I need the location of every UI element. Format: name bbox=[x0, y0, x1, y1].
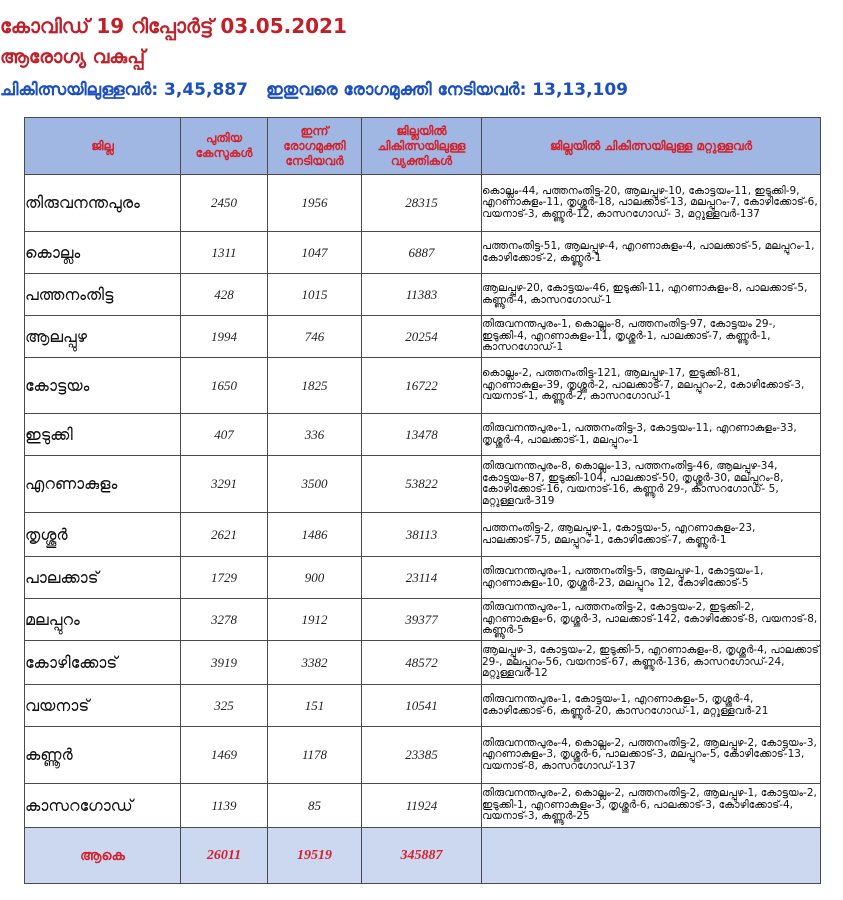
district-name: കോട്ടയം bbox=[25, 358, 181, 414]
table-row bbox=[25, 232, 821, 274]
new-cases-cell: 1311 bbox=[181, 232, 268, 274]
table-row bbox=[25, 557, 821, 599]
table-row bbox=[25, 685, 821, 727]
table-row bbox=[25, 641, 821, 685]
under-treatment-count: ചികിത്സയിലുള്ളവർ: 3,45,887 bbox=[0, 80, 248, 100]
others-cell: ആലപ്പുഴ-20, കോട്ടയം-46, ഇടുക്കി-11, എറണാകുളം-8, പാലക്കാട്-5, കണ്ണൂർ-4, കാസറഗോഡ്-1 bbox=[482, 274, 821, 316]
header-new-cases: പുതിയ കേസുകൾ bbox=[181, 118, 268, 175]
active-cell: 53822 bbox=[362, 456, 482, 513]
new-cases-cell: 1650 bbox=[181, 358, 268, 414]
active-cell: 23385 bbox=[362, 727, 482, 784]
active-cell: 48572 bbox=[362, 641, 482, 685]
active-cell: 28315 bbox=[362, 175, 482, 232]
total-label: ആകെ bbox=[25, 828, 181, 884]
recovered-cell: 1956 bbox=[268, 175, 362, 232]
new-cases-cell: 3919 bbox=[181, 641, 268, 685]
header-active: ജില്ലയിൽ ചികിത്സയിലുള്ള വ്യക്തികൾ bbox=[362, 118, 482, 175]
active-cell: 11383 bbox=[362, 274, 482, 316]
new-cases-cell: 407 bbox=[181, 414, 268, 456]
recovered-total-count: ഇതുവരെ രോഗമുക്തി നേടിയവർ: 13,13,109 bbox=[265, 80, 629, 100]
recovered-cell: 1912 bbox=[268, 599, 362, 641]
active-cell: 10541 bbox=[362, 685, 482, 727]
recovered-cell: 1047 bbox=[268, 232, 362, 274]
active-cell: 6887 bbox=[362, 232, 482, 274]
active-cell: 39377 bbox=[362, 599, 482, 641]
others-cell: തിരുവനന്തപുരം-1, പത്തനംതിട്ട-3, കോട്ടയം-11, എറണാകുളം-33, തൃശ്ശൂർ-4, പാലക്കാട്-1, മലപ്പുറം-1 bbox=[482, 414, 821, 456]
others-cell: തിരുവനന്തപുരം-8, കൊല്ലം-13, പത്തനംതിട്ട-46, ആലപ്പുഴ-34, കോട്ടയം-87, ഇടുക്കി-104, പാലക്കാട്-50, തൃശ്ശൂർ-30, മലപ്പുറം-8, കോഴിക്കോട്-16, വയനാട്-16, കണ്ണൂർ 29-, കാസറഗോഡ്- 5, മറ്റുള്ളവർ-319 bbox=[482, 456, 821, 513]
recovered-cell: 336 bbox=[268, 414, 362, 456]
header-recovered-today: ഇന്ന് രോഗമുക്തി നേടിയവർ bbox=[268, 118, 362, 175]
active-cell: 23114 bbox=[362, 557, 482, 599]
recovered-cell: 746 bbox=[268, 316, 362, 358]
table-row bbox=[25, 175, 821, 232]
district-name: തിരുവനന്തപുരം bbox=[25, 175, 181, 232]
active-cell: 11924 bbox=[362, 784, 482, 828]
header-others: ജില്ലയിൽ ചികിത്സയിലുള്ള മറ്റുള്ളവർ bbox=[482, 118, 821, 175]
district-name: എറണാകുളം bbox=[25, 456, 181, 513]
new-cases-cell: 3291 bbox=[181, 456, 268, 513]
new-cases-cell: 428 bbox=[181, 274, 268, 316]
district-name: കൊല്ലം bbox=[25, 232, 181, 274]
district-table bbox=[24, 117, 821, 884]
others-cell: തിരുവനന്തപുരം-1, കോട്ടയം-1, എറണാകുളം-5, തൃശ്ശൂർ-4, കോഴിക്കോട്-6, കണ്ണൂർ-20, കാസറഗോഡ്-1, മറ്റുള്ളവർ-21 bbox=[482, 685, 821, 727]
district-name: വയനാട് bbox=[25, 685, 181, 727]
others-cell: തിരുവനന്തപുരം-2, കൊല്ലം-2, പത്തനംതിട്ട-2, ആലപ്പുഴ-1, കോട്ടയം-2, ഇടുക്കി-1, എറണാകുളം-3, തൃശ്ശൂർ-6, പാലക്കാട്-3, കോഴിക്കോട്-4, വയനാട്-3, കണ്ണൂർ-25 bbox=[482, 784, 821, 828]
total-row bbox=[25, 828, 821, 884]
district-name: തൃശ്ശൂർ bbox=[25, 513, 181, 557]
recovered-cell: 3500 bbox=[268, 456, 362, 513]
new-cases-cell: 2621 bbox=[181, 513, 268, 557]
new-cases-cell: 2450 bbox=[181, 175, 268, 232]
district-name: പത്തനംതിട്ട bbox=[25, 274, 181, 316]
recovered-cell: 900 bbox=[268, 557, 362, 599]
table-row bbox=[25, 414, 821, 456]
table-row bbox=[25, 513, 821, 557]
table-row bbox=[25, 727, 821, 784]
summary-line bbox=[0, 80, 843, 100]
others-cell: പത്തനംതിട്ട-2, ആലപ്പുഴ-1, കോട്ടയം-5, എറണാകുളം-23, പാലക്കാട്-75, മലപ്പുറം-1, കോഴിക്കോട്-7, കണ്ണൂർ-1 bbox=[482, 513, 821, 557]
district-name: കോഴിക്കോട് bbox=[25, 641, 181, 685]
table-row bbox=[25, 599, 821, 641]
others-cell: തിരുവനന്തപുരം-1, പത്തനംതിട്ട-5, ആലപ്പുഴ-1, കോട്ടയം-1, എറണാകുളം-10, തൃശ്ശൂർ-23, മലപ്പുറം 12, കോഴിക്കോട്-5 bbox=[482, 557, 821, 599]
district-name: ആലപ്പുഴ bbox=[25, 316, 181, 358]
total-active: 345887 bbox=[362, 828, 482, 884]
table-row bbox=[25, 274, 821, 316]
new-cases-cell: 1729 bbox=[181, 557, 268, 599]
total-others-empty bbox=[482, 828, 821, 884]
others-cell: കൊല്ലം-44, പത്തനംതിട്ട-20, ആലപ്പുഴ-10, കോട്ടയം-11, ഇടുക്കി-9, എറണാകുളം-11, തൃശ്ശൂർ-18, പാലക്കാട്-13, മലപ്പുറം-7, കോഴിക്കോട്-6, വയനാട്-3, കണ്ണൂർ-12, കാസറഗോഡ്- 3, മറ്റുള്ളവർ-137 bbox=[482, 175, 821, 232]
new-cases-cell: 1469 bbox=[181, 727, 268, 784]
others-cell: പത്തനംതിട്ട-51, ആലപ്പുഴ-4, എറണാകുളം-4, പാലക്കാട്-5, മലപ്പുറം-1, കോഴിക്കോട്-2, കണ്ണൂർ-1 bbox=[482, 232, 821, 274]
recovered-cell: 1825 bbox=[268, 358, 362, 414]
report-title: കോവിഡ് 19 റിപ്പോർട്ട് 03.05.2021 bbox=[0, 14, 347, 38]
table-row bbox=[25, 316, 821, 358]
table-row bbox=[25, 358, 821, 414]
recovered-cell: 151 bbox=[268, 685, 362, 727]
others-cell: തിരുവനന്തപുരം-4, കൊല്ലം-2, പത്തനംതിട്ട-2, ആലപ്പുഴ-2, കോട്ടയം-3, എറണാകുളം-3, തൃശ്ശൂർ-6, പാലക്കാട്-3, മലപ്പുറം-5, കോഴിക്കോട്-13, വയനാട്-8, കാസറഗോഡ്-137 bbox=[482, 727, 821, 784]
department-title: ആരോഗ്യ വകുപ്പ് bbox=[0, 46, 146, 68]
others-cell: തിരുവനന്തപുരം-1, കൊല്ലം-8, പത്തനംതിട്ട-97, കോട്ടയം 29-, ഇടുക്കി-4, എറണാകുളം-11, തൃശ്ശൂർ-1, പാലക്കാട്-7, കണ്ണൂർ-1, കാസറഗോഡ്-1 bbox=[482, 316, 821, 358]
new-cases-cell: 325 bbox=[181, 685, 268, 727]
header-district: ജില്ല bbox=[25, 118, 181, 175]
new-cases-cell: 3278 bbox=[181, 599, 268, 641]
district-name: ഇടുക്കി bbox=[25, 414, 181, 456]
recovered-cell: 1015 bbox=[268, 274, 362, 316]
table-row bbox=[25, 784, 821, 828]
others-cell: ആലപ്പുഴ-3, കോട്ടയം-2, ഇടുക്കി-5, എറണാകുളം-8, തൃശ്ശൂർ-4, പാലക്കാട് 29-, മലപ്പുറം-56, വയനാട്-67, കണ്ണൂർ-136, കാസറഗോഡ്-24, മറ്റുള്ളവർ-12 bbox=[482, 641, 821, 685]
district-name: മലപ്പുറം bbox=[25, 599, 181, 641]
active-cell: 16722 bbox=[362, 358, 482, 414]
others-cell: തിരുവനന്തപുരം-1, പത്തനംതിട്ട-2, കോട്ടയം-2, ഇടുക്കി-2, എറണാകുളം-6, തൃശ്ശൂർ-3, പാലക്കാട്-142, കോഴിക്കോട്-8, വയനാട്-8, കണ്ണൂർ-5 bbox=[482, 599, 821, 641]
new-cases-cell: 1139 bbox=[181, 784, 268, 828]
recovered-cell: 3382 bbox=[268, 641, 362, 685]
district-name: കാസറഗോഡ് bbox=[25, 784, 181, 828]
recovered-cell: 1486 bbox=[268, 513, 362, 557]
district-name: പാലക്കാട് bbox=[25, 557, 181, 599]
table-row bbox=[25, 456, 821, 513]
table-header-row bbox=[25, 118, 821, 175]
others-cell: കൊല്ലം-2, പത്തനംതിട്ട-121, ആലപ്പുഴ-17, ഇടുക്കി-81, എറണാകുളം-39, തൃശ്ശൂർ-2, പാലക്കാട്-7, മലപ്പുറം-2, കോഴിക്കോട്-3, വയനാട്-1, കണ്ണൂർ-2, കാസറഗോഡ്-1 bbox=[482, 358, 821, 414]
recovered-cell: 85 bbox=[268, 784, 362, 828]
active-cell: 38113 bbox=[362, 513, 482, 557]
total-new-cases: 26011 bbox=[181, 828, 268, 884]
recovered-cell: 1178 bbox=[268, 727, 362, 784]
active-cell: 20254 bbox=[362, 316, 482, 358]
new-cases-cell: 1994 bbox=[181, 316, 268, 358]
total-recovered: 19519 bbox=[268, 828, 362, 884]
district-name: കണ്ണൂർ bbox=[25, 727, 181, 784]
active-cell: 13478 bbox=[362, 414, 482, 456]
